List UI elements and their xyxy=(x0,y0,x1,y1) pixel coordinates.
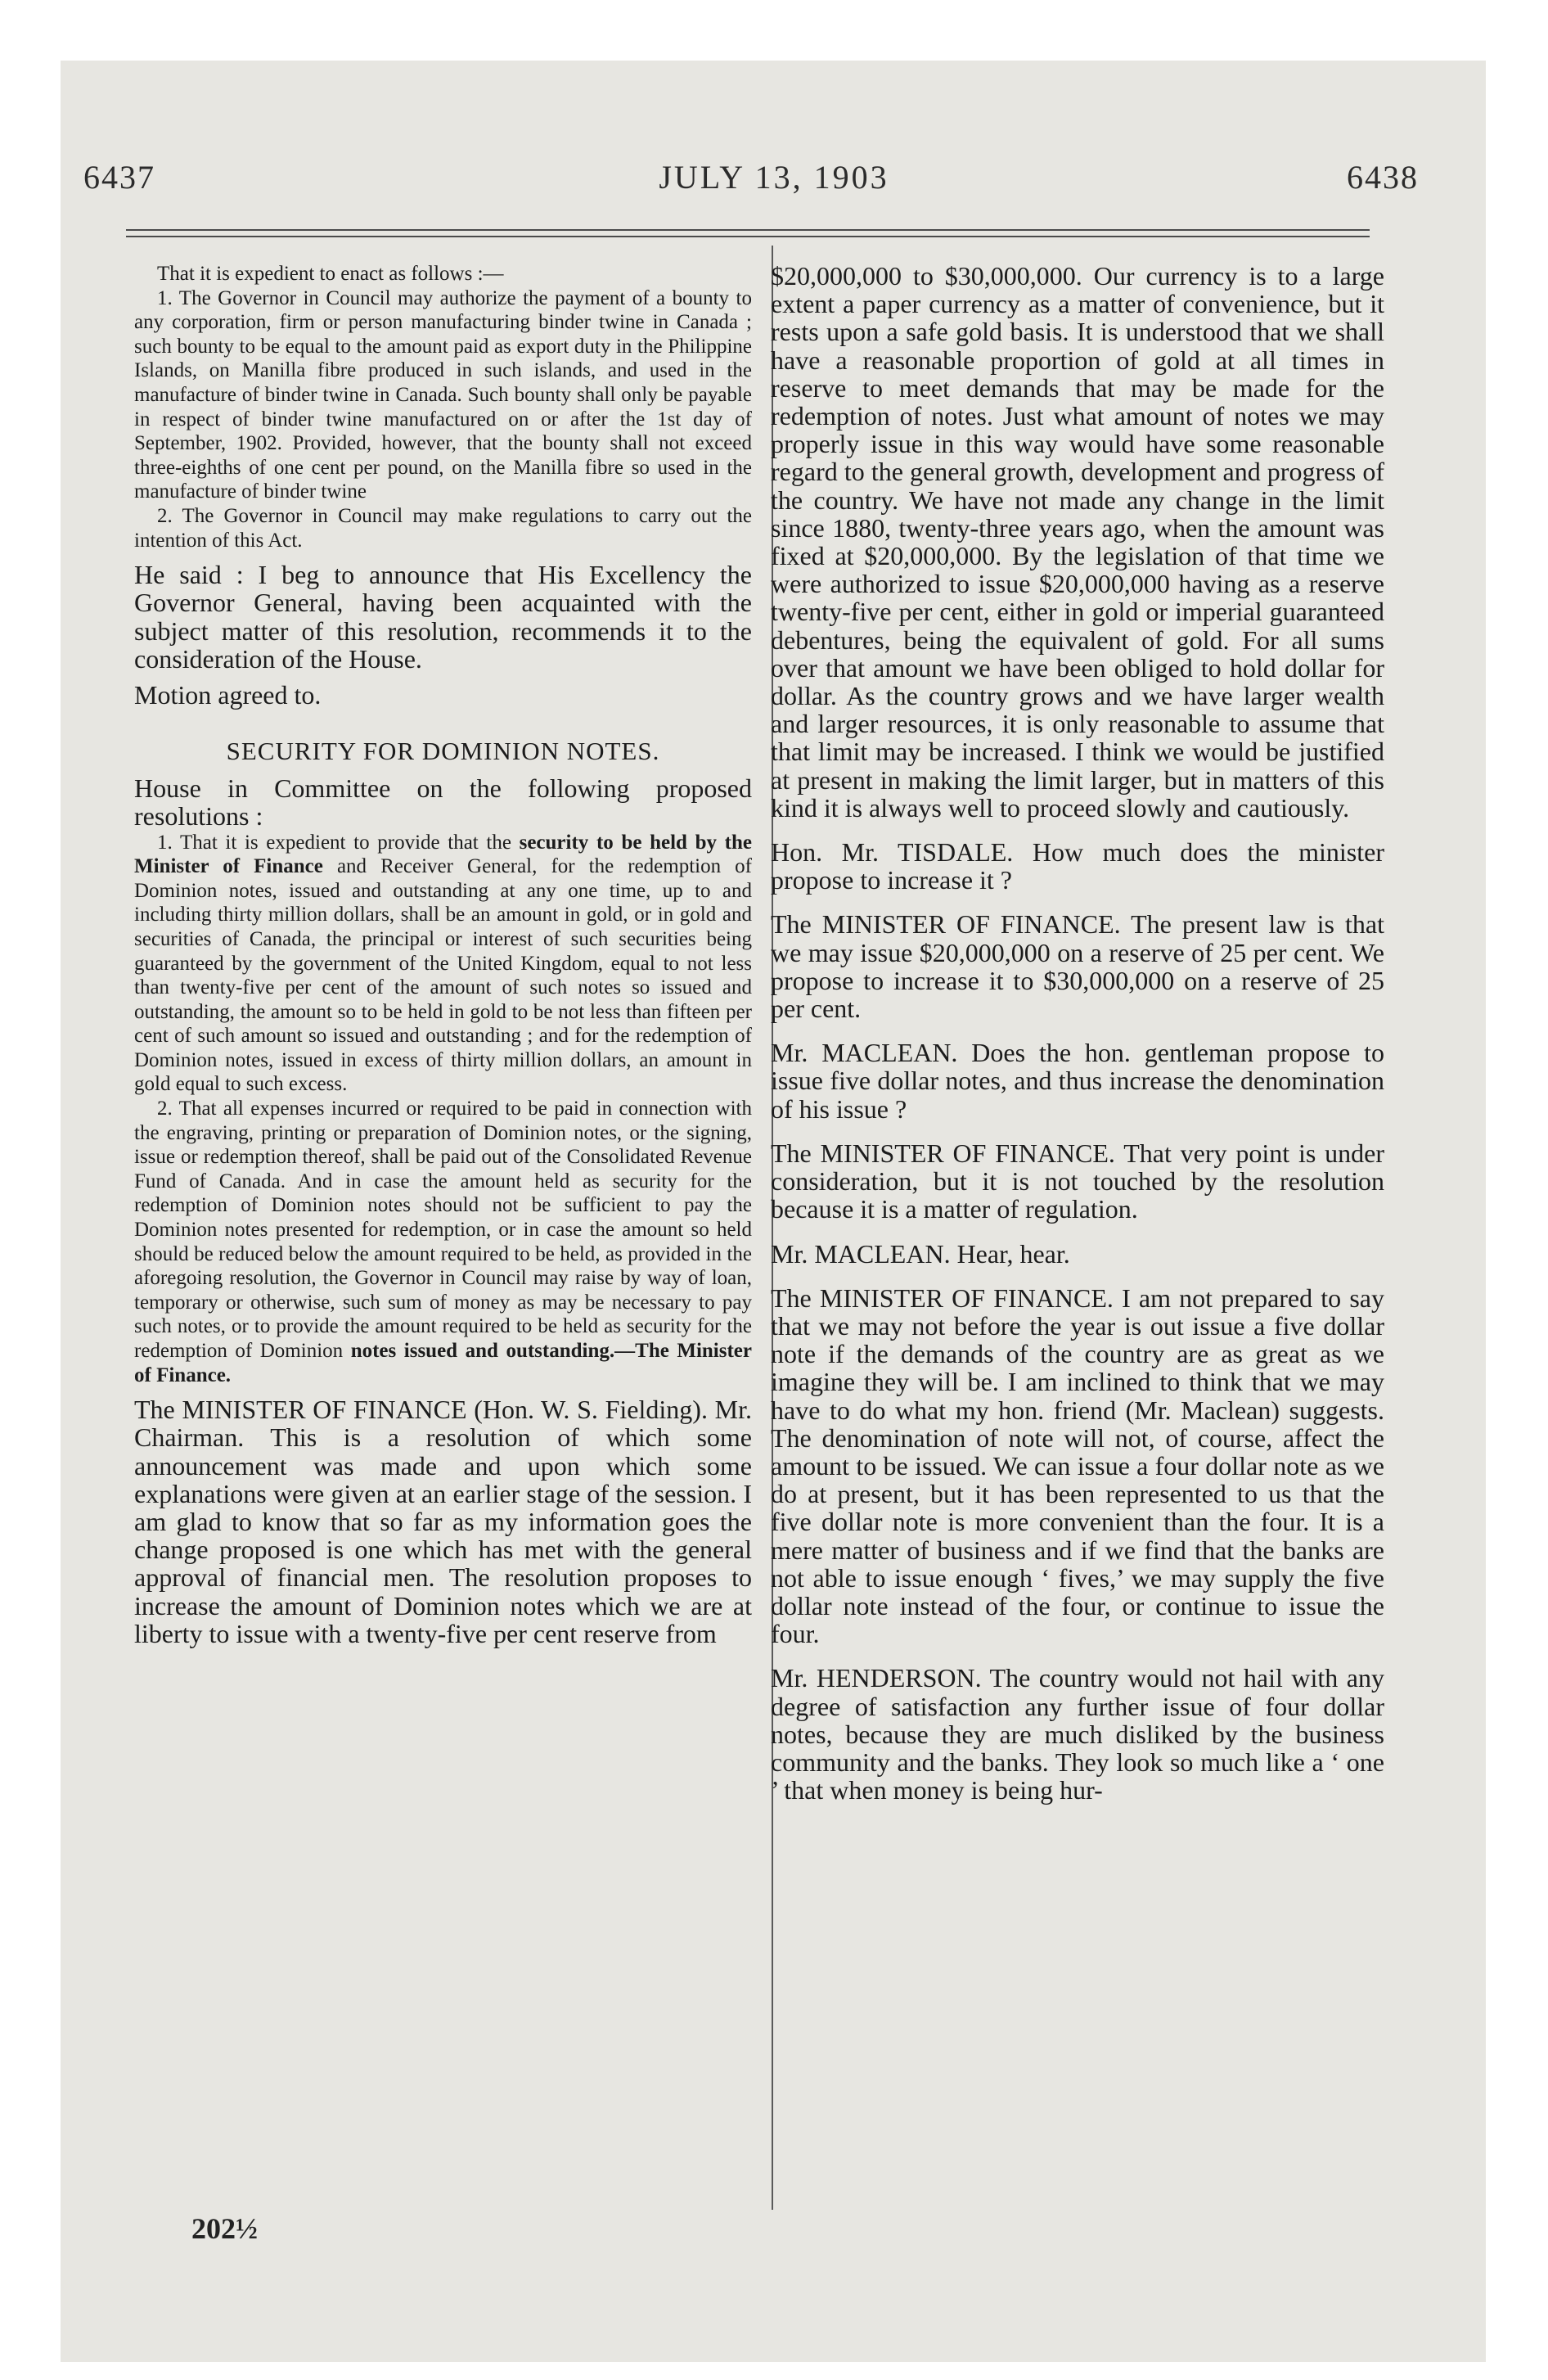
resolution-2-signoff: notes issued and outstanding.—The Minister of Finance. xyxy=(134,1340,752,1386)
maclean-question: Mr. MACLEAN. Does the hon. gentleman propose to issue five dollar notes, and thus increase the denomination of his issue ? xyxy=(771,1038,1384,1124)
minister-reply-3: The MINISTER OF FINANCE. I am not prepared to say that we may not before the year is out issue a five dollar note if the demands of the country are as great as we imagine they will be. I am inclined to think that we may have to do what my hon. friend (Mr. Maclean) suggests. The denomination of note will not, of course, affect the amount to be issued. We can issue a four dollar note as we do at present, but it has been represented to us that the five dollar note is more convenient than the four. It is a mere matter of business and if we find that the banks are not able to issue enough ‘ fives,’ we may supply the five dollar note instead of the four, or continue to issue the four. xyxy=(771,1282,1384,1649)
left-column xyxy=(134,262,752,1648)
header-rule-bottom xyxy=(126,236,1370,237)
minister-speech: The MINISTER OF FINANCE (Hon. W. S. Fielding). Mr. Chairman. This is a resolution of which some announcement was made and upon which some explanations were given at an earlier stage of the session. I am glad to know that so far as my information goes the change proposed is one which has met with the general approval of financial men. The resolution proposes to increase the amount of Dominion notes which we are at liberty to issue with a twenty-five per cent reserve from xyxy=(134,1395,752,1648)
resolution-1-lead: 1. That it is expedient to provide that the xyxy=(157,831,511,854)
section-heading: SECURITY FOR DOMINION NOTES. xyxy=(226,737,660,766)
minister-reply-2: The MINISTER OF FINANCE. That very point is under consideration, but it is not touched by the resolution because it is a matter of regulation. xyxy=(771,1138,1384,1224)
tisdale-question: Hon. Mr. TISDALE. How much does the minister propose to increase it ? xyxy=(771,837,1384,895)
speech-continuation: $20,000,000 to $30,000,000. Our currency is to a large extent a paper currency as a matter of convenience, but it rests upon a safe gold basis. It is understood that we shall have a reasonable proportion of gold at all times in reserve to meet demands that may be made for the redemption of notes. Just what amount of notes we may properly issue in this way would have some reasonable regard to the general growth, development and progress of the country. We have not made any change in the limit since 1880, twenty-three years ago, when the amount was fixed at $20,000,000. By the legislation of that time we were authorized to issue $20,000,000 having as a reserve twenty-five per cent, either in gold or imperial guaranteed debentures, being the equivalent of gold. For all sums over that amount we have been obliged to hold dollar for dollar. As the country grows and we have larger wealth and larger resources, it is only reasonable to assume that that limit may be increased. I think we would be justified at present in making the limit larger, but in matters of this kind it is always well to proceed slowly and cautiously. xyxy=(771,261,1384,823)
committee-intro: House in Committee on the following proposed resolutions : xyxy=(134,773,752,832)
page-date: JULY 13, 1903 xyxy=(659,159,889,196)
minister-reply-1: The MINISTER OF FINANCE. The present law is that we may issue $20,000,000 on a reserve of 25 per cent. We propose to increase it to $30,000,000 on a reserve of 25 per cent. xyxy=(771,909,1384,1024)
resolution-2-text: 2. That all expenses incurred or required to be paid in connection with the engraving, printing or preparation of Dominion notes, or the signing, issue or redemption thereof, shall be paid out of the Consolidated Revenue Fund of Canada. And in case the amount held as security for the redemption of Dominion notes should not be sufficient to pay the Dominion notes presented for redemption, or in case the amount so held should be reduced below the amount required to be held, as provided in the aforegoing resolution, the Governor in Council may raise by way of loan, temporary or otherwise, such sum of money as may be necessary to pay such notes, or to provide the amount required to be held as security for the redemption of Dominion xyxy=(134,1098,752,1363)
resolution-1 xyxy=(134,831,752,1098)
right-column xyxy=(771,262,1384,1804)
signature-mark: 202½ xyxy=(191,2212,258,2245)
he-said-paragraph: He said : I beg to announce that His Excellency the Governor General, having been acquainted with the subject matter of this resolution, recommends it to the consideration of the House. xyxy=(134,560,752,674)
resolution-1-bold: security to be held by the Minister of Finance xyxy=(134,831,752,878)
resolution-clause-1: 1. The Governor in Council may authorize the payment of a bounty to any corporation, firm or person manufacturing binder twine in Canada ; such bounty to be equal to the amount paid as export duty in the Philippine Islands, on Manilla fibre produced in such islands, and used in the manufacture of binder twine in Canada. Such bounty shall only be payable in respect of binder twine manufactured on or after the 1st day of September, 1902. Provided, however, that the bounty shall not exceed three-eighths of one cent per pound, on the Manilla fibre so used in the manufacture of binder twine xyxy=(134,286,752,503)
henderson-remark: Mr. HENDERSON. The country would not hail with any degree of satisfaction any further issue of four dollar notes, because they are much disliked by the business community and the banks. They look so much like a ‘ one ’ that when money is being hur- xyxy=(771,1663,1384,1805)
header-rule-top xyxy=(126,229,1370,231)
resolution-intro: That it is expedient to enact as follows :— xyxy=(157,263,504,285)
page-number-left: 6437 xyxy=(83,159,155,196)
page-number-right: 6438 xyxy=(1347,159,1419,196)
maclean-remark: Mr. MACLEAN. Hear, hear. xyxy=(771,1238,1070,1269)
motion-agreed: Motion agreed to. xyxy=(134,679,322,710)
resolution-1-rest: and Receiver General, for the redemption of Dominion notes, issued and outstanding at any one time, up to and including thirty million dollars, shall be an amount in gold, or in gold and securities of Canada, the principal or interest of such securities being guaranteed by the government of the United Kingdom, equal to not less than twenty-five per cent of the amount of such notes so issued and outstanding, the amount so to be held in gold to be not less than fifteen per cent of such amount so issued and outstanding ; and for the redemption of Dominion notes, issued in excess of thirty million dollars, an amount in gold equal to such excess. xyxy=(134,855,753,1096)
resolution-2 xyxy=(134,1097,752,1387)
resolution-clause-2: 2. The Governor in Council may make regulations to carry out the intention of this Act. xyxy=(134,504,752,552)
